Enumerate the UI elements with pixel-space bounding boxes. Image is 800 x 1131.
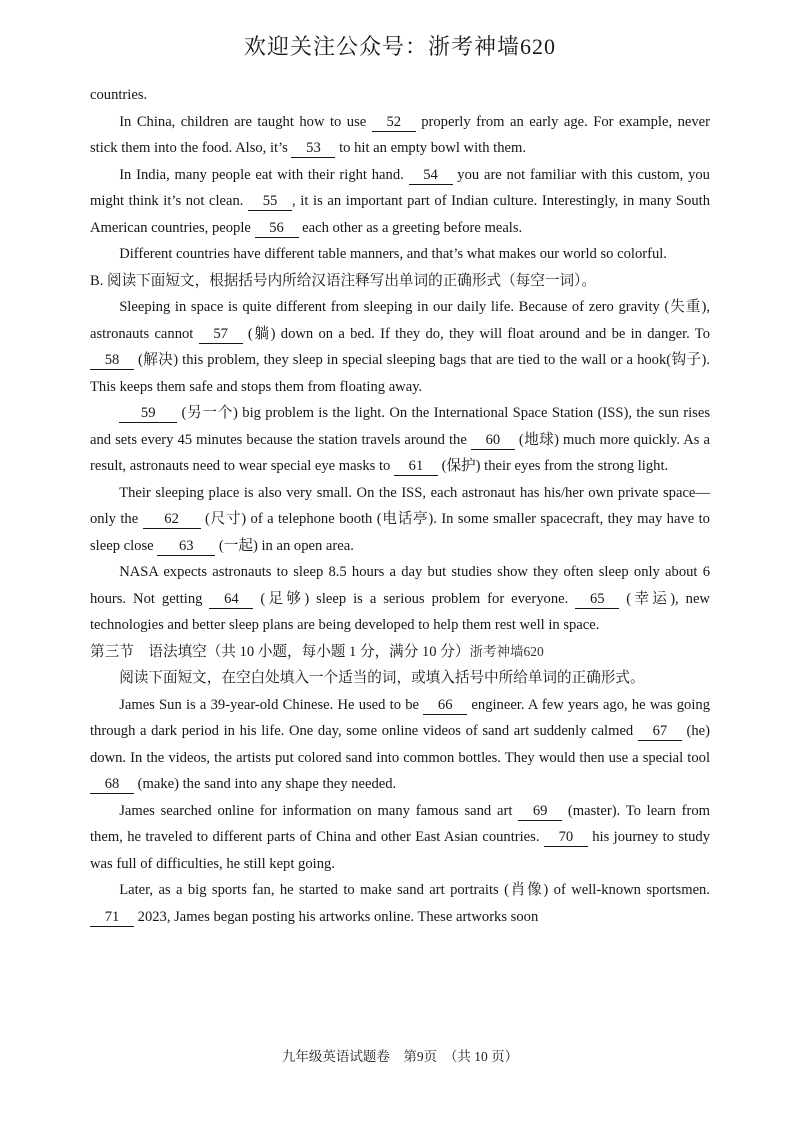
paragraph-china: In China, children are taught how to use 52 properly from an early age. For example, never stick them into the food. Also, it’s 53 to hit an empty bowl with them.: [90, 113, 710, 156]
blank-55: 55: [248, 192, 292, 211]
blank-66: 66: [423, 696, 467, 715]
paragraph-c2: James searched online for information on many famous sand art 69 (master). To learn from them, he traveled to different parts of China and other East Asian countries. 70 his journey to study was full of difficulties, he still kept going.: [90, 802, 710, 872]
section-3-instruction: 阅读下面短文，在空白处填入一个适当的词，或填入括号中所给单词的正确形式。: [119, 670, 645, 686]
paragraph-b2: 59 (另一个) big problem is the light. On the International Space Station (ISS), the sun rises and sets every 45 minutes because the station travels around the 60 (地球) much more quickly. As a result, astronauts need to wear special eye masks to 61 (保护) their eyes from the strong light.: [90, 405, 710, 474]
blank-59: 59: [119, 404, 177, 423]
blank-58: 58: [90, 351, 134, 370]
section-3-heading: 第三节 语法填空（共 10 小题，每小题 1 分，满分 10 分）浙考神墙620: [90, 643, 544, 660]
blank-70: 70: [544, 828, 588, 847]
paragraph-b3: Their sleeping place is also very small. On the ISS, each astronaut has his/her own private space—only the 62 (尺寸) of a telephone booth (电话亭). In some smaller spacecraft, they may have to sleep close 63 (一起) in an open area.: [90, 484, 710, 554]
paragraph-c1: James Sun is a 39-year-old Chinese. He used to be 66 engineer. A few years ago, he was going through a dark period in his life. One day, some online videos of sand art suddenly calmed 67 (he) down. In the videos, the artists put colored sand into common bottles. They would then use a special tool 68 (make) the sand into any shape they needed.: [90, 696, 710, 792]
page-header: 欢迎关注公众号：浙考神墙620: [243, 34, 556, 59]
blank-57: 57: [199, 325, 243, 344]
blank-64: 64: [209, 590, 253, 609]
blank-69: 69: [518, 802, 562, 821]
blank-56: 56: [255, 219, 299, 238]
paragraph-c3: Later, as a big sports fan, he started to make sand art portraits (肖像) of well-known sportsmen. 71 2023, James began posting his artworks online. These artworks soon: [90, 877, 710, 930]
blank-53: 53: [291, 139, 335, 158]
exam-content: [90, 82, 710, 930]
blank-54: 54: [409, 166, 453, 185]
blank-63: 63: [157, 537, 215, 556]
blank-60: 60: [471, 431, 515, 450]
paragraph-b1: Sleeping in space is quite different from sleeping in our daily life. Because of zero gravity (失重), astronauts cannot 57 (躺) down on a bed. If they do, they will float around and be in danger. To 58 (解决) this problem, they sleep in special sleeping bags that are tied to the wall or a hook(钩子). This keeps them safe and stops them from floating away.: [90, 299, 711, 395]
paragraph-b4: NASA expects astronauts to sleep 8.5 hours a day but studies show they often sleep only about 6 hours. Not getting 64 (足够) sleep is a serious problem for everyone. 65 (幸运), new technologies and better sleep plans are being developed to help them rest well in space.: [90, 564, 710, 633]
paragraph-different: Different countries have different table manners, and that’s what makes our world so colorful.: [119, 246, 667, 262]
watermark-text: 浙考神墙620: [469, 643, 544, 659]
paragraph-countries: countries.: [90, 87, 148, 103]
blank-71: 71: [90, 908, 134, 927]
paragraph-india: In India, many people eat with their right hand. 54 you are not familiar with this custom, you might think it’s not clean. 55 , it is an important part of Indian culture. Interestingly, in many South American countries, people 56 each other as a greeting before meals.: [90, 166, 710, 236]
blank-65: 65: [575, 590, 619, 609]
page-footer: 九年级英语试题卷 第9页 （共 10 页）: [281, 1049, 519, 1064]
blank-52: 52: [372, 113, 416, 132]
blank-61: 61: [394, 457, 438, 476]
blank-62: 62: [143, 510, 201, 529]
section-b-instruction: B. 阅读下面短文，根据括号内所给汉语注释写出单词的正确形式（每空一词）。: [90, 272, 596, 289]
blank-67: 67: [638, 722, 682, 741]
blank-68: 68: [90, 775, 134, 794]
